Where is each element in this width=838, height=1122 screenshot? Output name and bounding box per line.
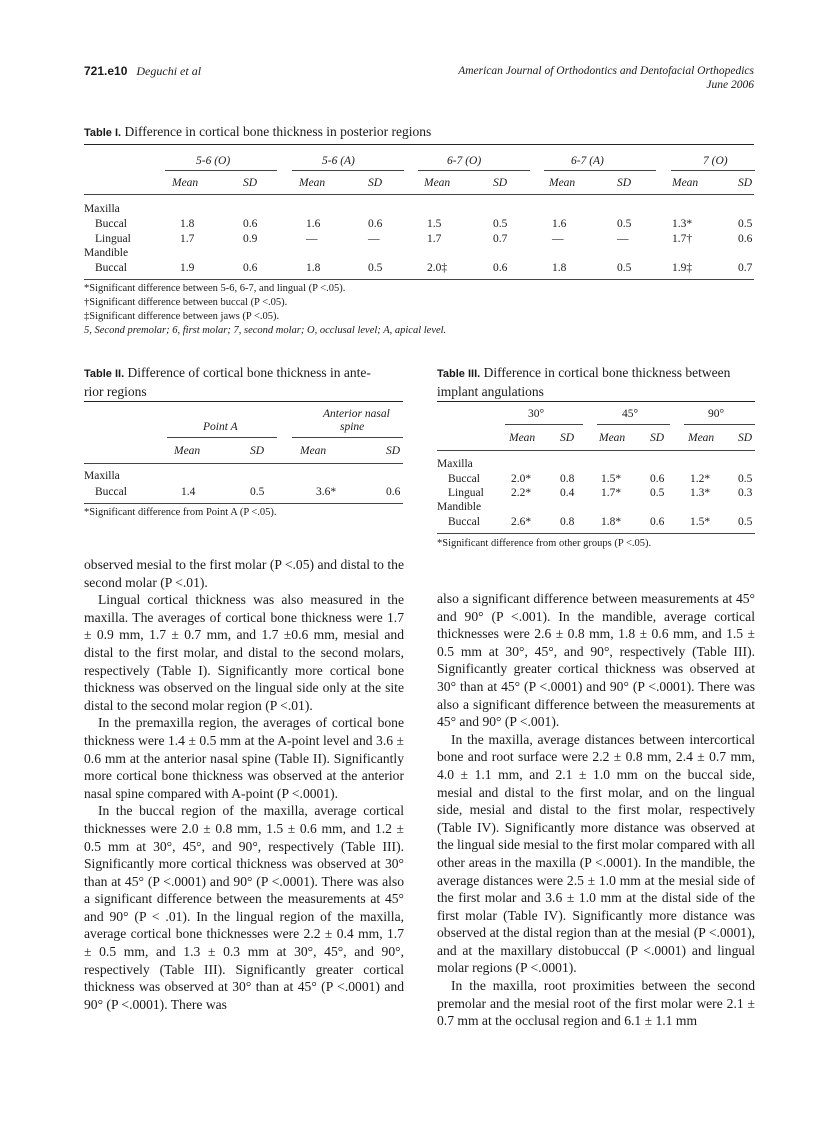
table2-group-rule xyxy=(167,437,277,438)
table1-group-header: 6-7 (O) xyxy=(447,155,482,167)
table3-row-label: Buccal xyxy=(448,516,480,528)
table2-row-group-label: Maxilla xyxy=(84,470,120,482)
table3-cell: 0.3 xyxy=(738,487,753,499)
table1-bottom-rule xyxy=(84,279,754,280)
table1-cell: 1.3* xyxy=(672,218,693,230)
table1-caption xyxy=(84,124,431,140)
table1-group-rule xyxy=(165,170,277,171)
table3-cell: 1.8* xyxy=(601,516,622,528)
table1-cell: 0.6 xyxy=(243,262,258,274)
table1-group-rule xyxy=(292,170,404,171)
table2-mean-header: Mean xyxy=(300,445,327,457)
table3-cell: 2.2* xyxy=(511,487,532,499)
table1-cell: 0.5 xyxy=(617,218,632,230)
table1-cell: 1.8 xyxy=(306,262,321,274)
table2-bottom-rule xyxy=(84,503,403,504)
table1-cell: — xyxy=(552,233,564,245)
table1-cell: 0.6 xyxy=(738,233,753,245)
table1-cell: 1.7† xyxy=(672,233,693,245)
table1-cell: 0.6 xyxy=(368,218,383,230)
table1-cell: 1.9 xyxy=(180,262,195,274)
table1-cell: 0.7 xyxy=(493,233,508,245)
table1-group-rule xyxy=(671,170,755,171)
table1-cell: 1.6 xyxy=(552,218,567,230)
table2-group-header: Anterior nasal xyxy=(323,408,390,420)
table3-sd-header: SD xyxy=(738,432,753,444)
table3-cell: 0.8 xyxy=(560,516,575,528)
table1-label: Table I. xyxy=(84,127,122,139)
table1-sd-header: SD xyxy=(493,177,508,189)
table2-sd-header: SD xyxy=(386,445,401,457)
table3-cell: 1.5* xyxy=(601,473,622,485)
author-line: Deguchi et al xyxy=(136,64,202,78)
table3-cell: 2.0* xyxy=(511,473,532,485)
table3-row-group-label: Mandible xyxy=(437,501,482,513)
table3-mean-header: Mean xyxy=(599,432,626,444)
table3-group-rule xyxy=(684,424,755,425)
running-header-left xyxy=(84,64,201,79)
table3-cell: 2.6* xyxy=(511,516,532,528)
table1-mean-header: Mean xyxy=(424,177,451,189)
table3-cell: 1.7* xyxy=(601,487,622,499)
table2-top-rule xyxy=(84,401,403,402)
table3-cell: 0.4 xyxy=(560,487,575,499)
table1-cell: 0.6 xyxy=(243,218,258,230)
table1-header-rule xyxy=(84,194,754,195)
table3-sd-header: SD xyxy=(560,432,575,444)
table3-group-header: 30° xyxy=(528,408,545,420)
table2-row-label: Buccal xyxy=(95,486,127,498)
table1-cell: 0.9 xyxy=(243,233,258,245)
table3-title-cont: implant angulations xyxy=(437,384,544,399)
table1-group-rule xyxy=(418,170,530,171)
table3-cell: 1.5* xyxy=(690,516,711,528)
table1-group-header: 5-6 (A) xyxy=(322,155,355,167)
table1-group-header: 5-6 (O) xyxy=(196,155,231,167)
table2-sd-header: SD xyxy=(250,445,265,457)
table3-top-rule xyxy=(437,401,755,402)
table1-row-group-label: Mandible xyxy=(84,247,129,259)
table3-cell: 0.6 xyxy=(650,473,665,485)
left-text-column xyxy=(84,556,404,1013)
table3-cell: 1.3* xyxy=(690,487,711,499)
table1-row-label: Buccal xyxy=(95,218,127,230)
table3-label: Table III. xyxy=(437,368,481,380)
table1-row-group-label: Maxilla xyxy=(84,203,120,215)
table1-cell: — xyxy=(617,233,629,245)
table3-cell: 0.5 xyxy=(738,473,753,485)
table1-footnote: 5, Second premolar; 6, first molar; 7, second molar; O, occlusal level; A, apical level. xyxy=(84,325,447,336)
table1-cell: 0.7 xyxy=(738,262,753,274)
table1-group-header: 6-7 (A) xyxy=(571,155,604,167)
table2-mean-header: Mean xyxy=(174,445,201,457)
table3-title: Difference in cortical bone thickness between xyxy=(483,365,731,380)
paragraph: In the maxilla, root proximities between the second premolar and the mesial root of the first molar were 2.1 ± 0.7 mm at the occlusal region and 6.1 ± 1.1 mm xyxy=(437,978,755,1029)
table1-cell: 1.6 xyxy=(306,218,321,230)
table3-mean-header: Mean xyxy=(688,432,715,444)
table1-cell: — xyxy=(368,233,380,245)
table3-row-group-label: Maxilla xyxy=(437,458,473,470)
paragraph: Lingual cortical thickness was also measured in the maxilla. The averages of cortical bone thickness were 1.7 ± 0.9 mm, 1.7 ± 0.7 mm, and 1.7 ±0.6 mm, mesial and distal to the first molar, and distal to the second molars, respectively (Table I). Significantly more cortical bone thickness was observed on the lingual side only at the site distal to the second molar region (P <.01). xyxy=(84,592,404,713)
table3-cell: 1.2* xyxy=(690,473,711,485)
table2-group-rule xyxy=(292,437,403,438)
table3-group-rule xyxy=(505,424,583,425)
paragraph: also a significant difference between measurements at 45° and 90° (P <.001). In the mandible, average cortical thicknesses were 2.6 ± 0.8 mm, 1.8 ± 0.6 mm, and 1.5 ± 0.5 mm at 30°, 45°, and 90°, respectively (Table III). Significantly greater cortical thickness was observed at 30° than at 45° (P <.0001) and 90° (P <.0001). There was also a significant difference between the measurements at 45° and 90° (P <.001). xyxy=(437,591,755,730)
table1-cell: 0.5 xyxy=(368,262,383,274)
table2-header-rule xyxy=(84,463,403,464)
table3-cell: 0.5 xyxy=(738,516,753,528)
issue-date: June 2006 xyxy=(706,79,754,91)
table2-group-header: spine xyxy=(340,421,365,433)
paragraph: In the maxilla, average distances between intercortical bone and root surface were 2.2 ± 0.8 mm, 2.4 ± 0.7 mm, 4.0 ± 1.1 mm, and 2.1 ± 1.0 mm on the buccal side, mesial and distal to the first molar, and on the lingual side, mesial and distal to the first molar, respectively (Table IV). Significantly more distance was observed at the lingual side mesial to the first molar compared with all other areas in the maxilla (P <.0001). In the mandible, the average distances were 2.5 ± 1.0 mm at the mesial side of the first molar and 3.6 ± 1.0 mm at the distal side of the first molar (Table IV). Significantly more distance was observed at the distal region than at the mesial (P <.0001), and at the maxillary distobuccal (P <.0001) and lingual molar regions (P <.0001). xyxy=(437,731,755,976)
table1-sd-header: SD xyxy=(368,177,383,189)
table1-mean-header: Mean xyxy=(549,177,576,189)
table3-caption xyxy=(437,364,757,400)
table2-footnote: *Significant difference from Point A (P <.05). xyxy=(84,507,277,518)
table1-cell: 1.8 xyxy=(180,218,195,230)
table1-cell: 0.6 xyxy=(493,262,508,274)
table1-cell: 1.7 xyxy=(180,233,195,245)
table1-mean-header: Mean xyxy=(672,177,699,189)
table1-footnote: †Significant difference between buccal (P <.05). xyxy=(84,297,288,308)
running-header-right xyxy=(458,64,754,92)
table1-cell: 0.5 xyxy=(493,218,508,230)
table1-title: Difference in cortical bone thickness in posterior regions xyxy=(124,124,432,139)
table2-cell: 1.4 xyxy=(181,486,196,498)
table1-footnote: ‡Significant difference between jaws (P <.05). xyxy=(84,311,280,322)
page-number: 721.e10 xyxy=(84,64,128,78)
journal-name: American Journal of Orthodontics and Dentofacial Orthopedics xyxy=(458,65,754,77)
table1-cell: 1.5 xyxy=(427,218,442,230)
table3-footnote: *Significant difference from other groups (P <.05). xyxy=(437,538,652,549)
table3-cell: 0.5 xyxy=(650,487,665,499)
table3-mean-header: Mean xyxy=(509,432,536,444)
table1-row-label: Lingual xyxy=(95,233,131,245)
table1-sd-header: SD xyxy=(243,177,258,189)
table1-cell: 1.9‡ xyxy=(672,262,693,274)
table1-cell: 1.7 xyxy=(427,233,442,245)
table1-cell: 1.8 xyxy=(552,262,567,274)
table2-title: Difference of cortical bone thickness in ante- xyxy=(127,365,371,380)
table1-group-header: 7 (O) xyxy=(703,155,728,167)
table2-title-cont: rior regions xyxy=(84,384,147,399)
table3-row-label: Buccal xyxy=(448,473,480,485)
table2-cell: 0.6 xyxy=(386,486,401,498)
table3-row-label: Lingual xyxy=(448,487,484,499)
table3-header-rule xyxy=(437,450,755,451)
table2-cell: 0.5 xyxy=(250,486,265,498)
table2-cell: 3.6* xyxy=(316,486,337,498)
paragraph: observed mesial to the first molar (P <.05) and distal to the second molar (P <.01). xyxy=(84,557,404,590)
table1-cell: 0.5 xyxy=(738,218,753,230)
table3-cell: 0.6 xyxy=(650,516,665,528)
table1-cell: 2.0‡ xyxy=(427,262,448,274)
table3-group-header: 90° xyxy=(708,408,725,420)
paragraph: In the premaxilla region, the averages of cortical bone thickness were 1.4 ± 0.5 mm at the A-point level and 3.6 ± 0.6 mm at the anterior nasal spine (Table II). Significantly more cortical bone thickness was observed at the anterior nasal spine compared with A-point (P <.0001). xyxy=(84,715,404,801)
table3-bottom-rule xyxy=(437,533,755,534)
paragraph: In the buccal region of the maxilla, average cortical thicknesses were 2.0 ± 0.8 mm, 1.5 ± 0.6 mm, and 1.2 ± 0.5 mm at 30°, 45°, and 90°, respectively (Table III). Significantly more cortical thickness was observed at 30° than at 45° (P <.0001) and 90° (P <.0001). There was also a significant difference between the measurements at 45° and 90° (P < .01). In the lingual region of the maxilla, average cortical bone thicknesses were 2.2 ± 0.4 mm, 1.7 ± 0.5 mm, and 1.3 ± 0.3 mm at 30°, 45°, and 90°, respectively (Table III). Significantly greater cortical thickness was observed at 30° than at 45° (P <.0001) and 90° (P <.0001). There was xyxy=(84,803,404,1012)
table3-group-header: 45° xyxy=(622,408,639,420)
table1-row-label: Buccal xyxy=(95,262,127,274)
table1-cell: — xyxy=(306,233,318,245)
table2-label: Table II. xyxy=(84,368,125,380)
table1-footnote: *Significant difference between 5-6, 6-7, and lingual (P <.05). xyxy=(84,283,346,294)
table1-mean-header: Mean xyxy=(299,177,326,189)
table1-mean-header: Mean xyxy=(172,177,199,189)
table2-group-header: Point A xyxy=(203,421,238,433)
table1-top-rule xyxy=(84,144,754,145)
table1-group-rule xyxy=(544,170,656,171)
table1-sd-header: SD xyxy=(617,177,632,189)
table1-sd-header: SD xyxy=(738,177,753,189)
right-text-column xyxy=(437,590,755,1030)
table1-cell: 0.5 xyxy=(617,262,632,274)
table2-caption xyxy=(84,364,404,400)
table3-sd-header: SD xyxy=(650,432,665,444)
table3-cell: 0.8 xyxy=(560,473,575,485)
table3-group-rule xyxy=(597,424,670,425)
